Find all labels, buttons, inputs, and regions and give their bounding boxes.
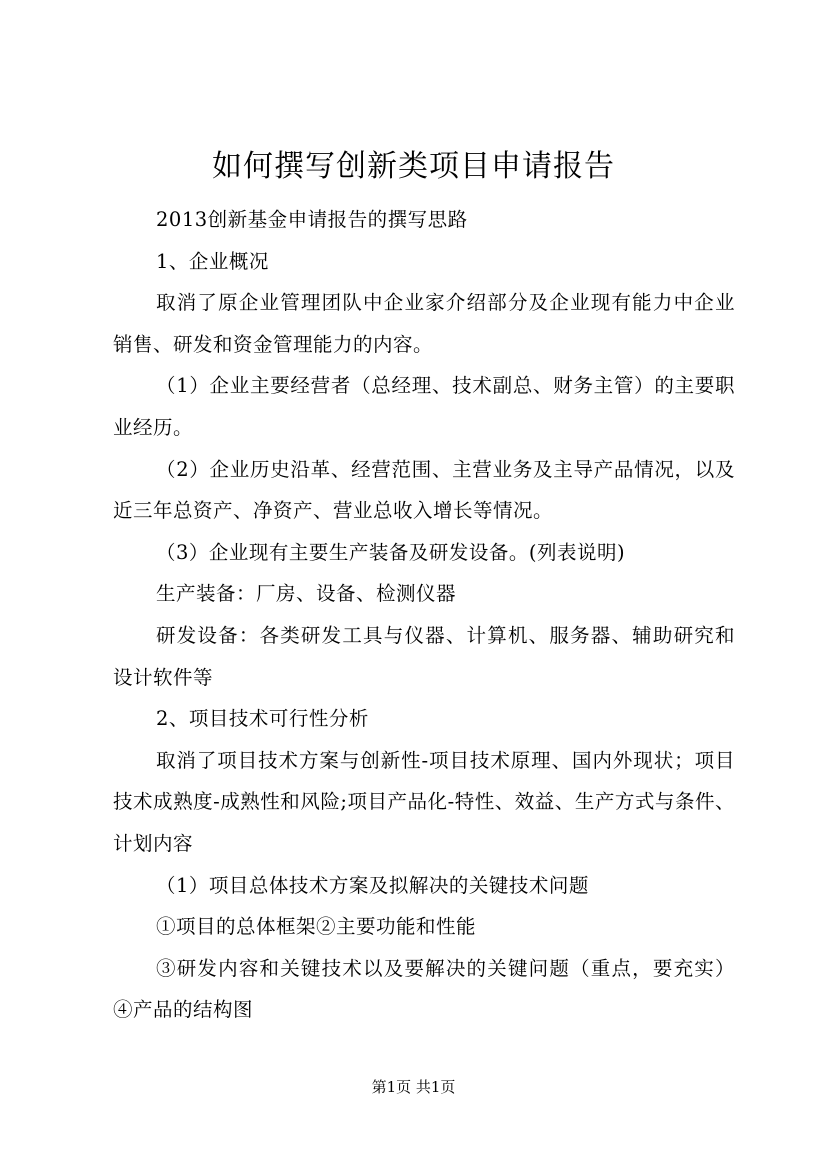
- document-title: 如何撰写创新类项目申请报告: [212, 149, 615, 184]
- document-body: [113, 199, 735, 1031]
- paragraph-production-equipment: 生产装备：厂房、设备、检测仪器: [156, 582, 457, 606]
- paragraph-item-1-technical-plan: （1）项目总体技术方案及拟解决的关键技术问题: [156, 873, 589, 897]
- section-heading-company-overview: 1、企业概况: [156, 249, 269, 273]
- paragraph-intro: 2013创新基金申请报告的撰写思路: [156, 208, 468, 231]
- paragraph-technical-removed-content: 取消了项目技术方案与创新性-项目技术原理、国内外现状；项目技术成熟度-成熟性和风险;项目产品化-特性、效益、生产方式与条件、计划内容: [113, 748, 735, 855]
- page-footer: 第1页 共1页: [371, 1078, 456, 1096]
- paragraph-rnd-equipment: 研发设备：各类研发工具与仪器、计算机、服务器、辅助研究和设计软件等: [113, 623, 735, 689]
- paragraph-item-2-history: （2）企业历史沿革、经营范围、主营业务及主导产品情况，以及近三年总资产、净资产、营业总收入增长等情况。: [113, 457, 735, 523]
- paragraph-item-1-managers: （1）企业主要经营者（总经理、技术副总、财务主管）的主要职业经历。: [113, 374, 735, 439]
- paragraph-item-3-equipment: （3）企业现有主要生产装备及研发设备。(列表说明): [156, 540, 626, 564]
- paragraph-company-removed-content: 取消了原企业管理团队中企业家介绍部分及企业现有能力中企业销售、研发和资金管理能力的内容。: [113, 291, 735, 356]
- paragraph-framework-functions: ①项目的总体框架②主要功能和性能: [156, 915, 477, 939]
- paragraph-rnd-content-structure: ③研发内容和关键技术以及要解决的关键问题（重点，要充实）④产品的结构图: [113, 956, 735, 1022]
- section-heading-technical-feasibility: 2、项目技术可行性分析: [156, 707, 369, 731]
